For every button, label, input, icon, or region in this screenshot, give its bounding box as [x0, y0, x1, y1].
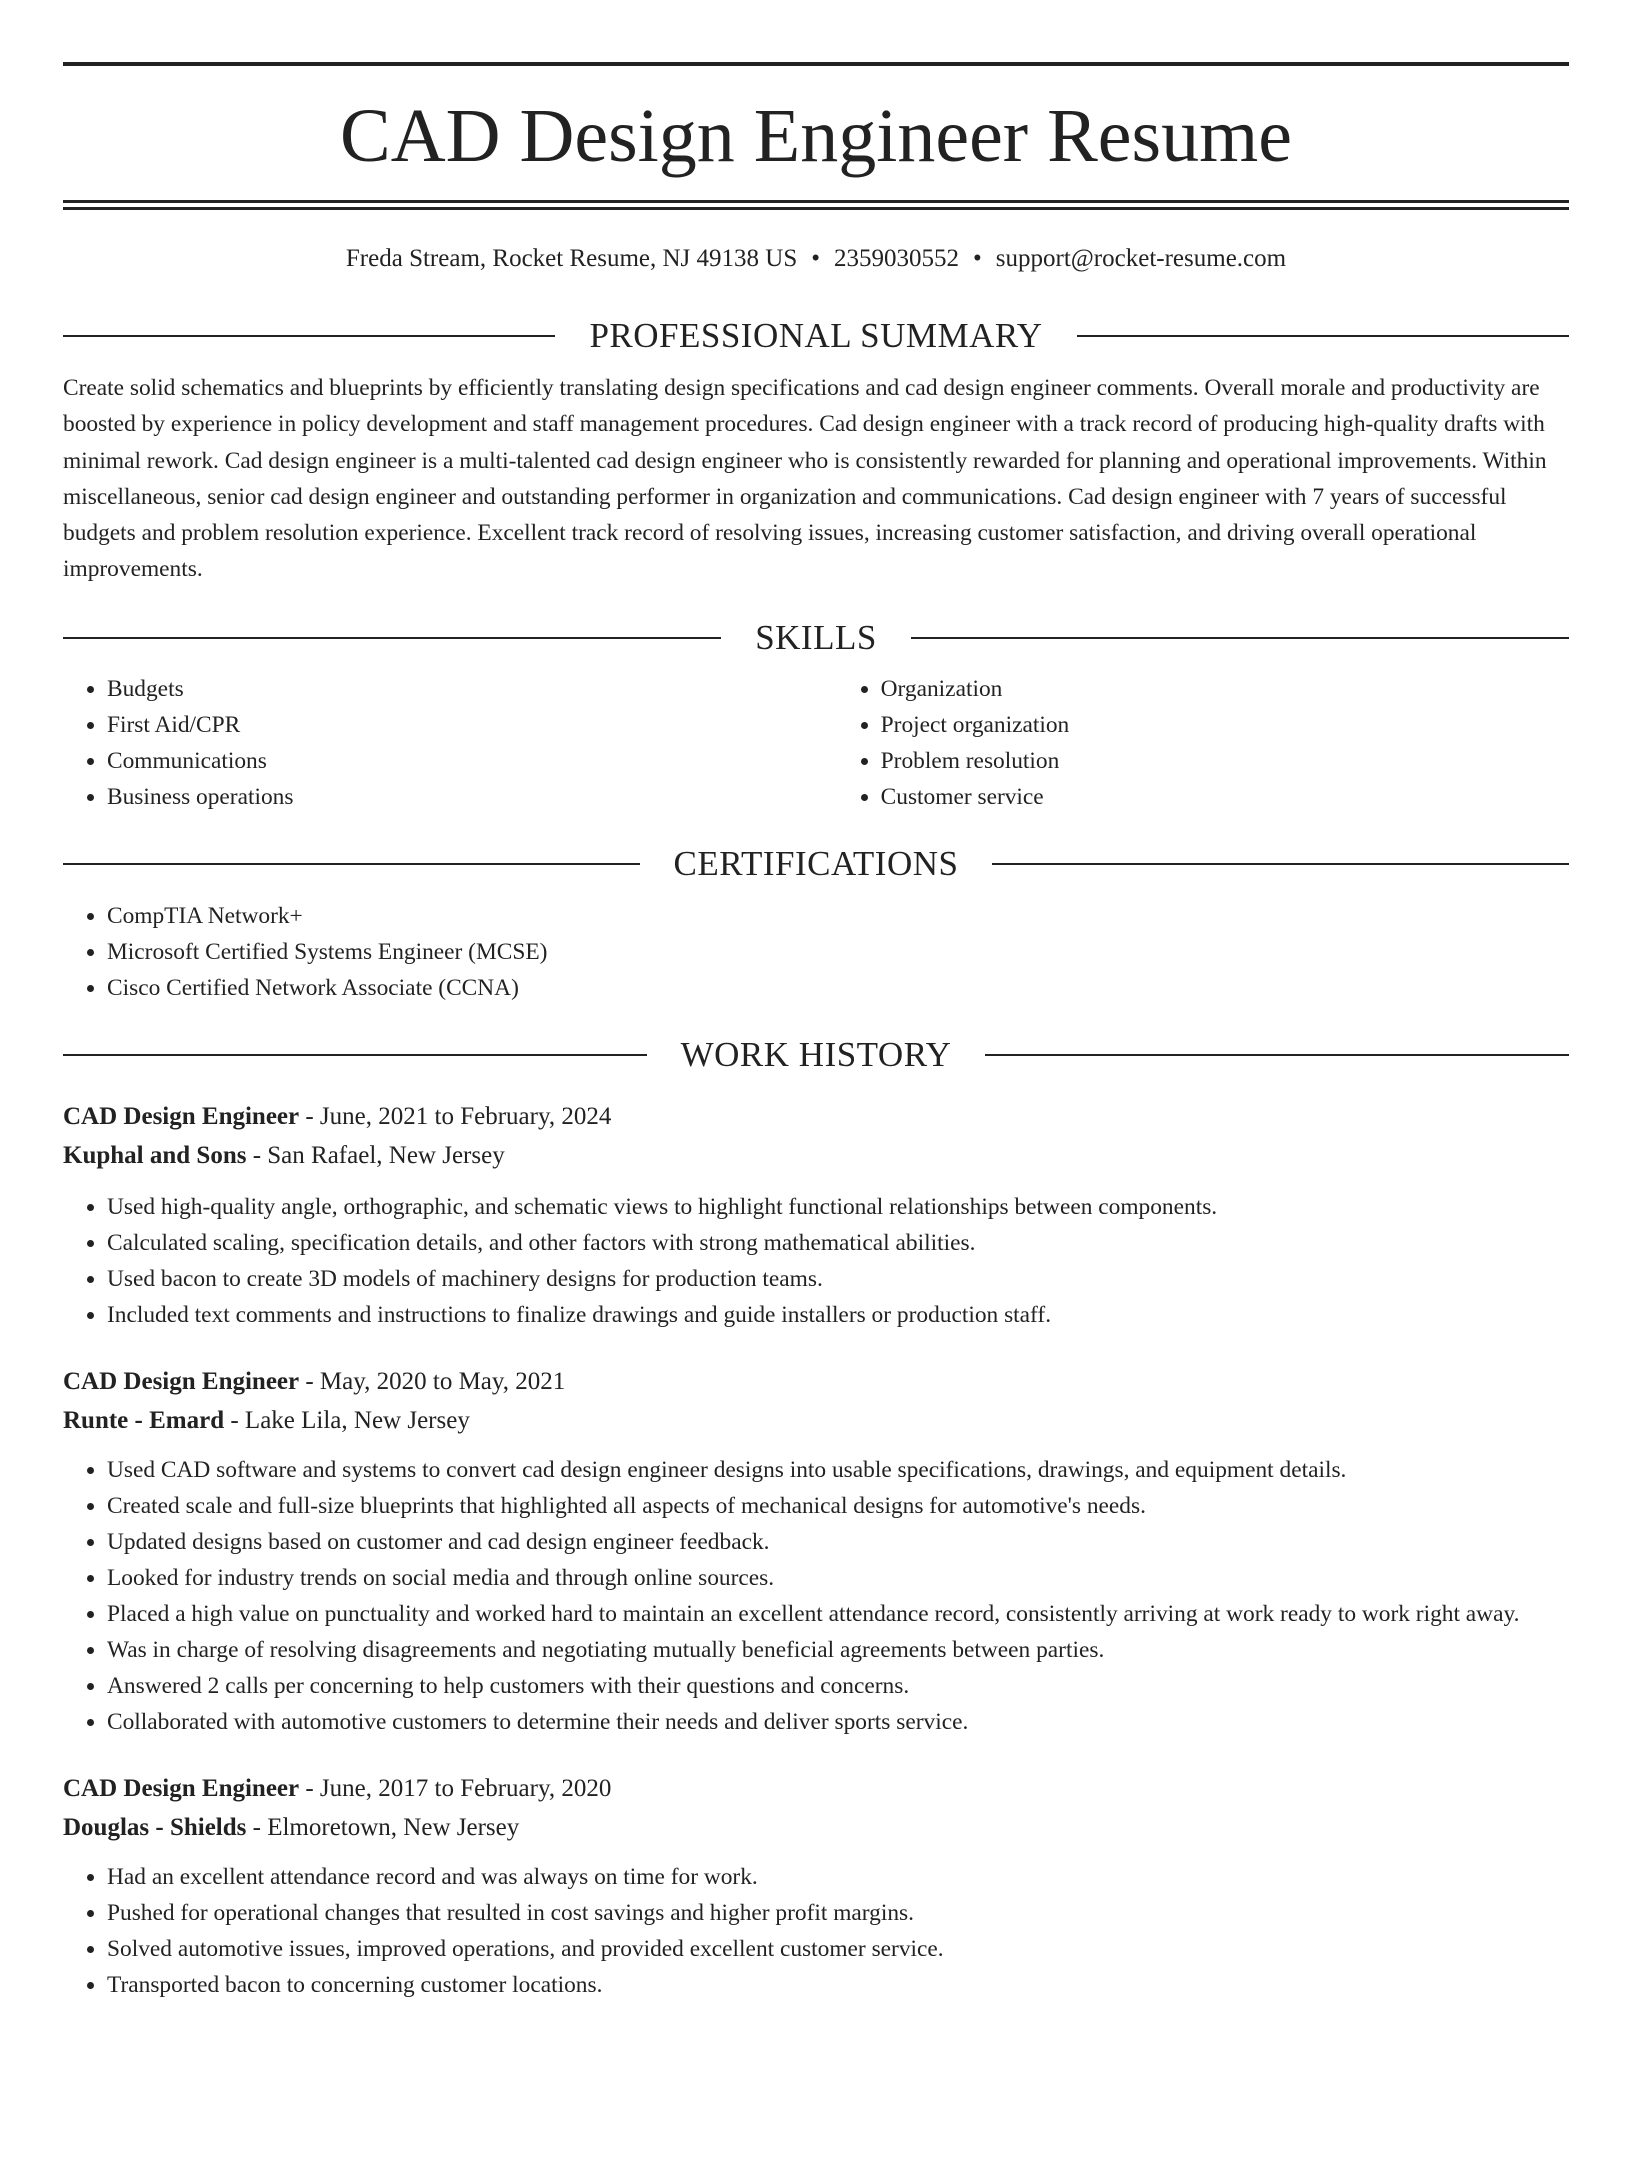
job-company: Douglas - Shields — [63, 1813, 247, 1841]
contact-phone: 2359030552 — [834, 245, 960, 272]
job-bullet: • Placed a high value on punctuality and worked hard to maintain an excellent attendance record, consistently arriving at work ready to work right away. — [107, 1596, 1569, 1632]
section-rule — [985, 1054, 1569, 1056]
section-rule — [63, 335, 555, 337]
job-bullet: • Created scale and full-size blueprints that highlighted all aspects of mechanical designs for automotive's needs. — [107, 1488, 1569, 1524]
job-bullet: • Used CAD software and systems to convert cad design engineer designs into usable specifications, drawings, and equipment details. — [107, 1452, 1569, 1488]
job-bullet: • Calculated scaling, specification details, and other factors with strong mathematical abilities. — [107, 1225, 1569, 1261]
summary-section-header — [63, 316, 1569, 356]
job-bullet: • Was in charge of resolving disagreements and negotiating mutually beneficial agreements between parties. — [107, 1632, 1569, 1668]
job-bullet: • Transported bacon to concerning customer locations. — [107, 1967, 1569, 2003]
job-dates: - June, 2021 to February, 2024 — [305, 1102, 612, 1130]
resume-page — [0, 62, 1632, 2174]
skills-column-right — [837, 671, 1569, 815]
job-bullet: • Looked for industry trends on social media and through online sources. — [107, 1560, 1569, 1596]
job-bullet: • Solved automotive issues, improved operations, and provided excellent customer service. — [107, 1931, 1569, 1967]
work-history-section-header — [63, 1035, 1569, 1075]
job-entry — [63, 1769, 1569, 2003]
job-dates: - May, 2020 to May, 2021 — [305, 1367, 566, 1395]
job-bullet: • Used bacon to create 3D models of machinery designs for production teams. — [107, 1261, 1569, 1297]
skills-column-left — [63, 671, 837, 815]
job-bullets — [63, 1189, 1569, 1333]
job-bullet: • Used high-quality angle, orthographic, and schematic views to highlight functional relationships between components. — [107, 1189, 1569, 1225]
job-bullet: • Included text comments and instructions to finalize drawings and guide installers or production staff. — [107, 1297, 1569, 1333]
section-rule — [63, 863, 640, 865]
job-title-line — [63, 1097, 1569, 1136]
job-location: - San Rafael, New Jersey — [252, 1141, 505, 1169]
certification-item: • CompTIA Network+ — [107, 898, 1569, 934]
job-bullets — [63, 1452, 1569, 1740]
skill-item: • Business operations — [107, 779, 837, 815]
section-title-certifications: CERTIFICATIONS — [673, 843, 959, 883]
job-location: - Lake Lila, New Jersey — [230, 1406, 470, 1434]
job-bullet: • Updated designs based on customer and cad design engineer feedback. — [107, 1524, 1569, 1560]
job-bullet: • Had an excellent attendance record and was always on time for work. — [107, 1859, 1569, 1895]
contact-email: support@rocket-resume.com — [995, 245, 1287, 272]
skill-item: • Problem resolution — [881, 743, 1569, 779]
section-rule — [911, 637, 1569, 639]
job-company: Kuphal and Sons — [63, 1141, 247, 1169]
skill-item: • First Aid/CPR — [107, 707, 837, 743]
certification-item: • Cisco Certified Network Associate (CCNA) — [107, 970, 1569, 1006]
section-title-summary: PROFESSIONAL SUMMARY — [589, 316, 1043, 355]
contact-separator: • — [973, 245, 982, 272]
summary-text: Create solid schematics and blueprints by efficiently translating design specifications and cad design engineer comments. Overall morale and productivity are boosted by experience in policy development and staff management procedures. Cad design engineer with a track record of producing high-quality drafts with minimal rework. Cad design engineer is a multi-talented cad design engineer who is consistently rewarded for planning and operational improvements. Within miscellaneous, senior cad design engineer and outstanding performer in organization and communications. Cad design engineer with 7 years of successful budgets and problem resolution experience. Excellent track record of resolving issues, increasing customer satisfaction, and driving overall operational improvements. — [63, 375, 1547, 583]
contact-address: Freda Stream, Rocket Resume, NJ 49138 US — [345, 245, 798, 272]
job-company: Runte - Emard — [63, 1406, 225, 1434]
job-bullet: • Pushed for operational changes that resulted in cost savings and higher profit margins. — [107, 1895, 1569, 1931]
skill-item: • Customer service — [881, 779, 1569, 815]
section-rule — [1077, 335, 1569, 337]
job-title: CAD Design Engineer — [63, 1367, 300, 1395]
certifications-section-header — [63, 844, 1569, 884]
contact-line — [63, 244, 1569, 274]
job-bullet: • Answered 2 calls per concerning to help customers with their questions and concerns. — [107, 1668, 1569, 1704]
skills-section-header — [63, 618, 1569, 658]
skill-item: • Communications — [107, 743, 837, 779]
certifications-list — [63, 898, 1569, 1006]
job-bullets — [63, 1859, 1569, 2003]
job-title: CAD Design Engineer — [63, 1774, 300, 1802]
job-dates: - June, 2017 to February, 2020 — [305, 1774, 612, 1802]
section-title-skills: SKILLS — [755, 617, 877, 657]
job-title: CAD Design Engineer — [63, 1102, 300, 1130]
contact-separator: • — [811, 245, 821, 272]
job-company-line — [63, 1136, 1569, 1175]
section-rule — [63, 1054, 647, 1056]
certification-item: • Microsoft Certified Systems Engineer (MCSE) — [107, 934, 1569, 970]
job-title-line — [63, 1362, 1569, 1401]
section-rule — [992, 863, 1569, 865]
top-rule — [63, 62, 1569, 66]
job-company-line — [63, 1401, 1569, 1440]
title-double-rule — [63, 200, 1569, 210]
job-location: - Elmoretown, New Jersey — [252, 1813, 520, 1841]
job-company-line — [63, 1808, 1569, 1847]
skills-list — [63, 671, 1569, 815]
page-title: CAD Design Engineer Resume — [340, 94, 1292, 178]
skill-item: • Budgets — [107, 671, 837, 707]
skill-item: • Project organization — [881, 707, 1569, 743]
job-title-line — [63, 1769, 1569, 1808]
section-title-work-history: WORK HISTORY — [680, 1034, 952, 1074]
job-entry — [63, 1097, 1569, 1333]
skill-item: • Organization — [881, 671, 1569, 707]
job-bullet: • Collaborated with automotive customers to determine their needs and deliver sports service. — [107, 1704, 1569, 1740]
job-entry — [63, 1362, 1569, 1740]
section-rule — [63, 637, 721, 639]
